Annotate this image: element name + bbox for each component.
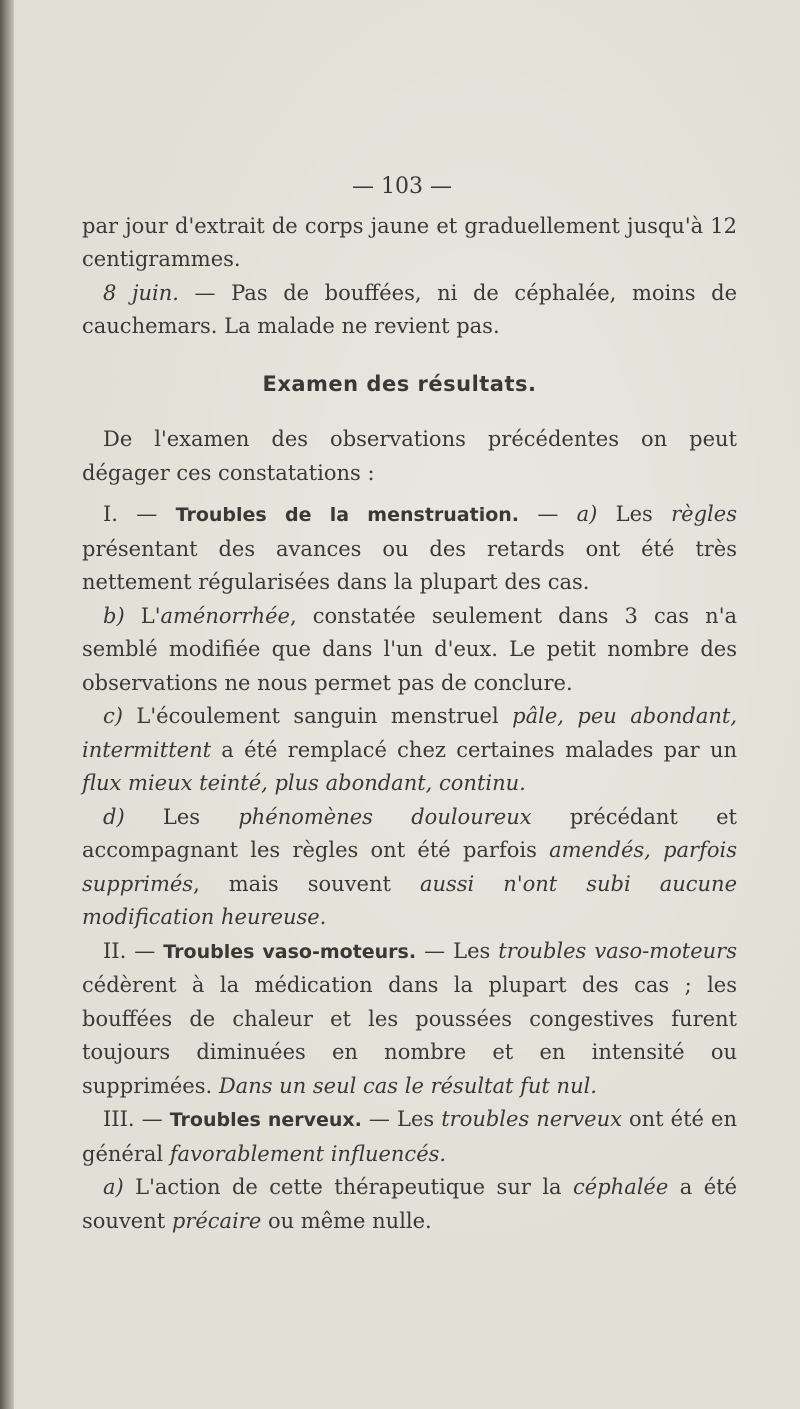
item-3a: a) L'action de cette thérapeutique sur la céphalée a été souvent précaire ou même nulle. [82,1175,737,1233]
section-heading: Examen des résultats. [262,371,537,396]
page-text [82,170,737,1238]
page-number: — 103 — [352,174,452,199]
section-3-nervous: III. — Troubles nerveux. — Les troubles nerveux ont été en général favorablement influencés. [82,1107,737,1166]
section-3-title: Troubles nerveux. [169,1109,362,1131]
item-1c: c) L'écoulement sanguin menstruel pâle, peu abondant, intermittent a été remplacé chez certaines malades par un flux mieux teinté, plus abondant, continu. [82,704,738,795]
paragraph-june-8: 8 juin. — Pas de bouffées, ni de céphalée, moins de cauchemars. La malade ne revient pas. [82,280,737,338]
paragraph-intro: De l'examen des observations précédentes on peut dégager ces constatations : [82,427,737,485]
item-1b: b) L'aménorrhée, constatée seulement dans 3 cas n'a semblé modifiée que dans l'un d'eux. Le petit nombre des observations ne nous permet pas de conclure. [82,603,737,695]
section-2-title: Troubles vaso-moteurs. [163,940,417,963]
section-2-vasomotor: II. — Troubles vaso-moteurs. — Les troubles vaso-moteurs cédèrent à la médication dans la plupart des cas ; les bouffées de chaleur et les poussées congestives furent toujours diminuées en nombre et en intensité ou supprimées. Dans un seul cas le résultat fut nul. [82,938,737,1098]
section-1-title: Troubles de la menstruation. [175,504,520,526]
section-1-menstruation: I. — Troubles de la menstruation. — a) Les règles présentant des avances ou des retards ont été très nettement régularisées dans la plupart des cas. [82,502,737,594]
paragraph-continuation: par jour d'extrait de corps jaune et graduellement jusqu'à 12 centigrammes. [82,213,737,271]
date-label: 8 juin. [103,280,179,305]
book-binding-edge [0,0,14,1409]
item-1d: d) Les phénomènes douloureux précédant et accompagnant les règles ont été parfois amendés, parfois supprimés, mais souvent aussi n'ont subi aucune modification heureuse. [82,804,737,929]
